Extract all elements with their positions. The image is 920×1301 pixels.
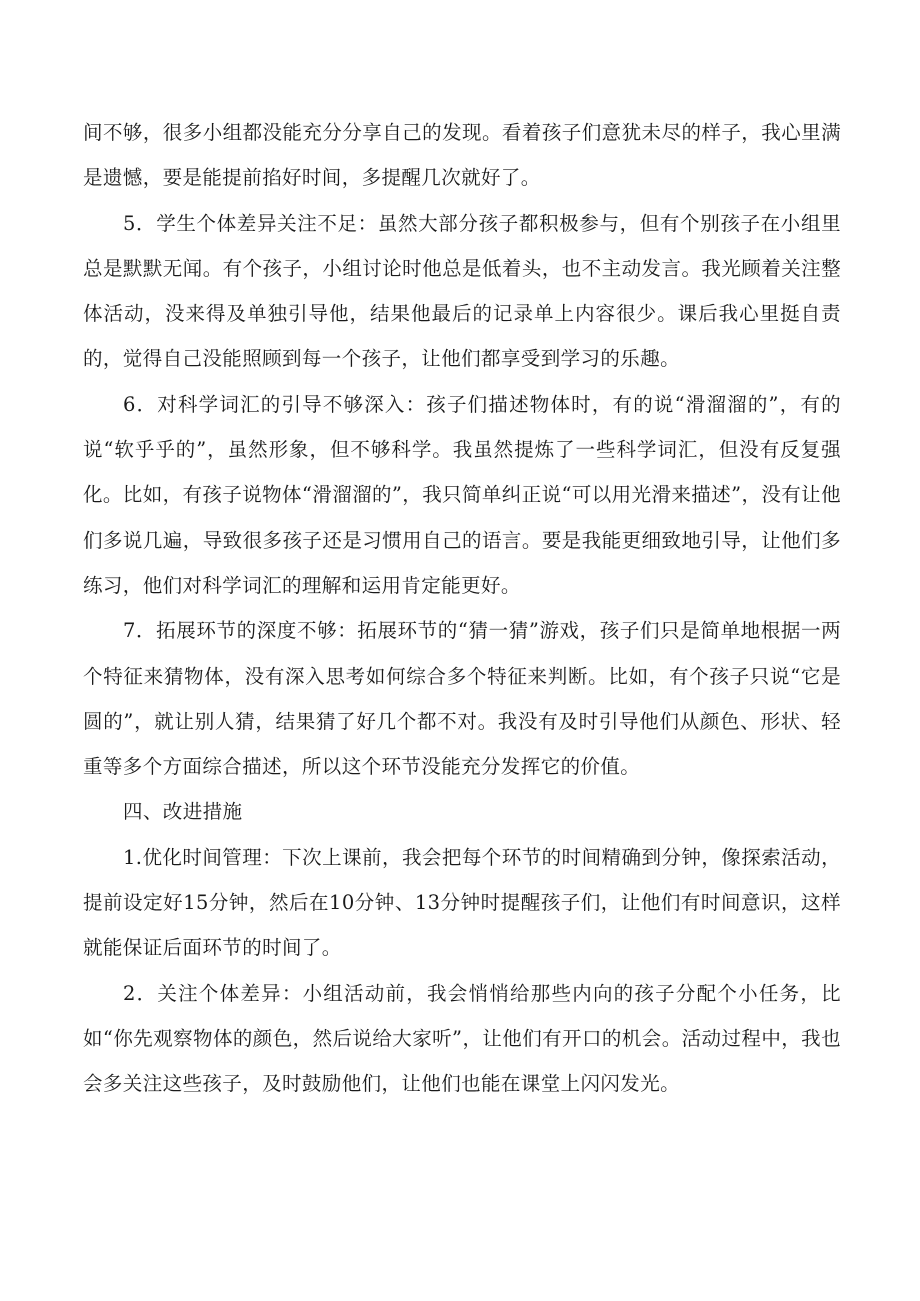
paragraph-measure-1: 1.优化时间管理：下次上课前，我会把每个环节的时间精确到分钟，像探索活动，提前设定好15分钟，然后在10分钟、13分钟时提醒孩子们，让他们有时间意识，这样就能保证后面环节的时间了。 — [83, 845, 841, 960]
paragraph-issue-6: 6．对科学词汇的引导不够深入：孩子们描述物体时，有的说“滑溜溜的”，有的说“软乎乎的”，虽然形象，但不够科学。我虽然提炼了一些科学词汇，但没有反复强化。比如，有孩子说物体“滑溜溜的”，我只简单纠正说“可以用光滑来描述”，没有让他们多说几遍，导致很多孩子还是习惯用自己的语言。要是我能更细致地引导，让他们多练习，他们对科学词汇的理解和运用肯定能更好。 — [83, 392, 841, 597]
paragraph-continuation: 间不够，很多小组都没能充分分享自己的发现。看着孩子们意犹未尽的样子，我心里满是遗憾，要是能提前掐好时间，多提醒几次就好了。 — [83, 121, 841, 190]
section-heading-improvements: 四、改进措施 — [123, 800, 243, 824]
paragraph-issue-7: 7．拓展环节的深度不够：拓展环节的“猜一猜”游戏，孩子们只是简单地根据一两个特征来猜物体，没有深入思考如何综合多个特征来判断。比如，有个孩子只说“它是圆的”，就让别人猜，结果猜了好几个都不对。我没有及时引导他们从颜色、形状、轻重等多个方面综合描述，所以这个环节没能充分发挥它的价值。 — [83, 619, 841, 779]
paragraph-issue-5: 5．学生个体差异关注不足：虽然大部分孩子都积极参与，但有个别孩子在小组里总是默默无闻。有个孩子，小组讨论时他总是低着头，也不主动发言。我光顾着关注整体活动，没来得及单独引导他，结果他最后的记录单上内容很少。课后我心里挺自责的，觉得自己没能照顾到每一个孩子，让他们都享受到学习的乐趣。 — [83, 211, 841, 371]
document-body — [83, 110, 841, 1107]
paragraph-measure-2: 2．关注个体差异：小组活动前，我会悄悄给那些内向的孩子分配个小任务，比如“你先观察物体的颜色，然后说给大家听”，让他们有开口的机会。活动过程中，我也会多关注这些孩子，及时鼓励他们，让他们也能在课堂上闪闪发光。 — [83, 981, 841, 1096]
